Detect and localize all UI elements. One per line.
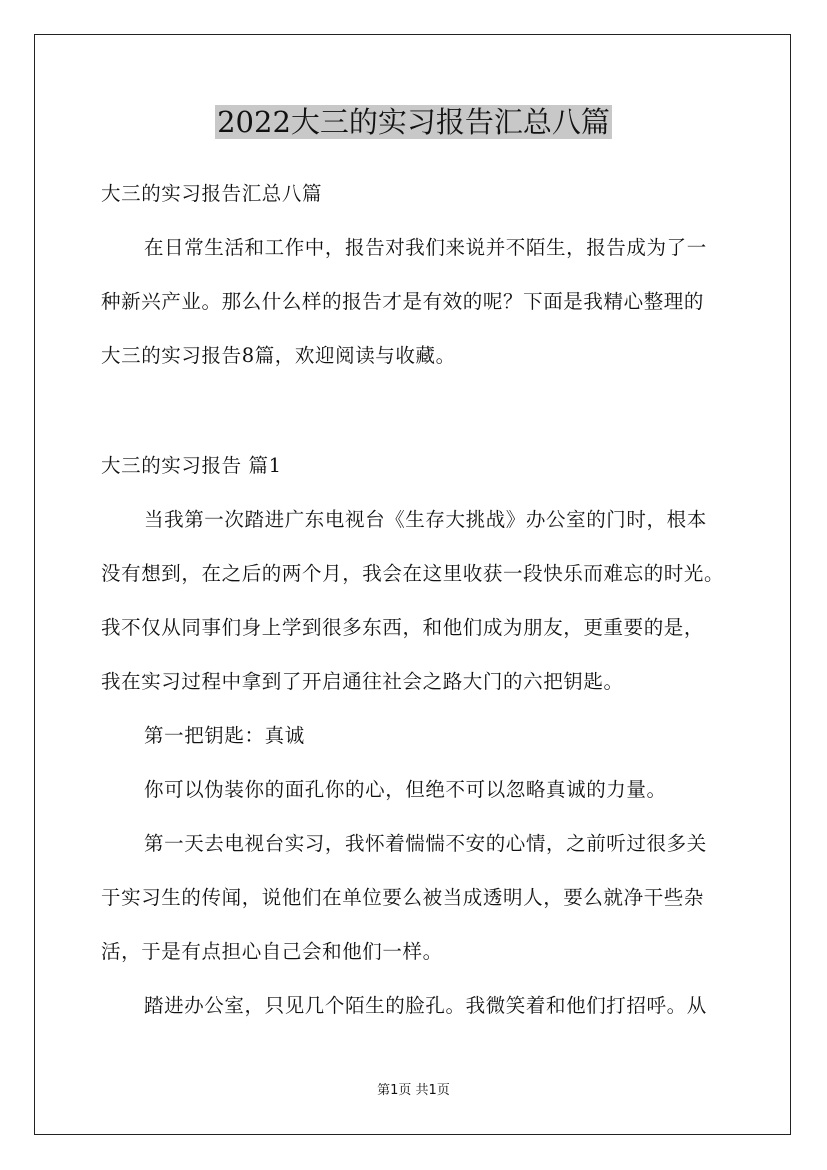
document-subtitle: 大三的实习报告汇总八篇 bbox=[101, 182, 323, 205]
body-line: 我不仅从同事们身上学到很多东西，和他们成为朋友，更重要的是， bbox=[101, 616, 705, 639]
intro-line: 在日常生活和工作中，报告对我们来说并不陌生，报告成为了一 bbox=[144, 236, 707, 259]
body-line: 没有想到，在之后的两个月，我会在这里收获一段快乐而难忘的时光。 bbox=[101, 562, 725, 585]
intro-line: 种新兴产业。那么什么样的报告才是有效的呢？下面是我精心整理的 bbox=[101, 290, 705, 313]
document-title bbox=[0, 100, 827, 144]
body-line: 第一把钥匙：真诚 bbox=[144, 724, 305, 747]
intro-line: 大三的实习报告8篇，欢迎阅读与收藏。 bbox=[101, 344, 456, 367]
body-line: 于实习生的传闻，说他们在单位要么被当成透明人，要么就净干些杂 bbox=[101, 886, 705, 909]
body-line: 第一天去电视台实习，我怀着惴惴不安的心情，之前听过很多关 bbox=[144, 832, 707, 855]
body-line: 我在实习过程中拿到了开启通往社会之路大门的六把钥匙。 bbox=[101, 670, 624, 693]
body-line: 你可以伪装你的面孔你的心，但绝不可以忽略真诚的力量。 bbox=[144, 778, 667, 801]
document-title-text: 2022大三的实习报告汇总八篇 bbox=[217, 105, 610, 139]
body-line: 踏进办公室，只见几个陌生的脸孔。我微笑着和他们打招呼。从 bbox=[144, 994, 707, 1017]
section-heading: 大三的实习报告 篇1 bbox=[101, 454, 282, 477]
body-line: 活，于是有点担心自己会和他们一样。 bbox=[101, 940, 443, 963]
body-line: 当我第一次踏进广东电视台《生存大挑战》办公室的门时，根本 bbox=[144, 508, 707, 531]
page-number-footer: 第1页 共1页 bbox=[377, 1083, 450, 1098]
